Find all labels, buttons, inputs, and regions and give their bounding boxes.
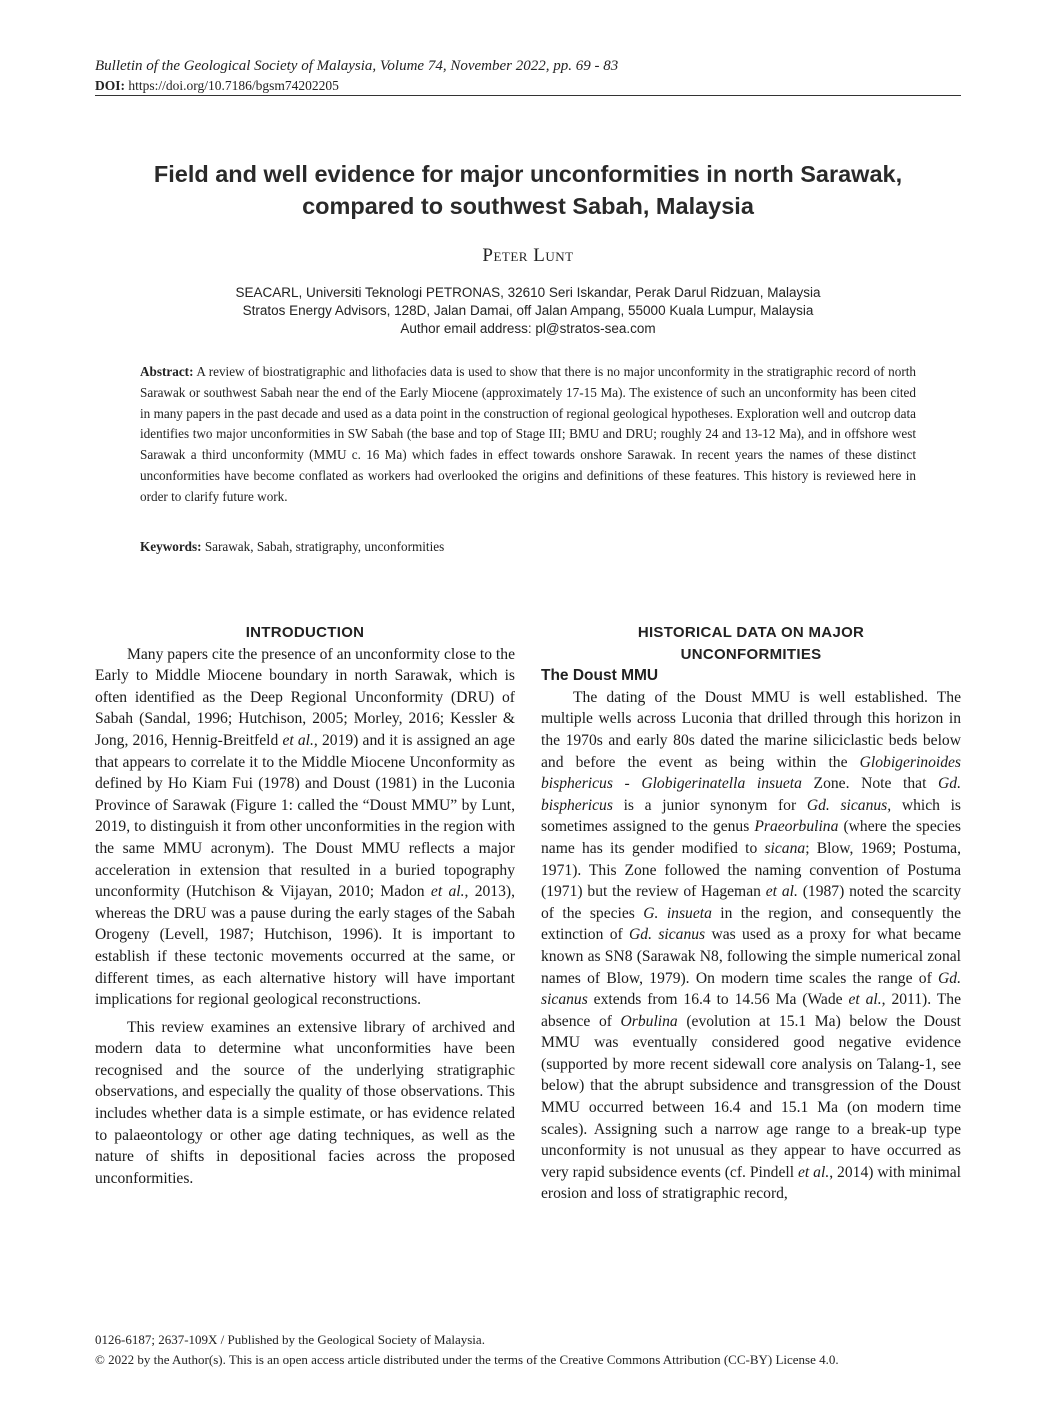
abstract (140, 362, 916, 508)
title-line-1: Field and well evidence for major unconformities in north Sarawak, (153, 161, 903, 187)
intro-paragraph-2: This review examines an extensive library of archived and modern data to determine what unconformities have been recognised and the source of the underlying stratigraphic observations, and especially the quality of those observations. This includes whether data is a simple estimate, or has evidence related to palaeontology or other age dating techniques, as well as the nature of shifts in depositional facies across the proposed unconformities. (95, 1018, 515, 1187)
keywords-label: Keywords: (140, 539, 202, 554)
right-column (541, 622, 961, 1205)
keywords (140, 538, 916, 556)
doi-link[interactable]: https://doi.org/10.7186/bgsm74202205 (128, 78, 339, 93)
section-heading-historical-data (541, 622, 961, 665)
author-name: Peter Lunt (482, 245, 574, 266)
author-email: Author email address: pl@stratos-sea.com (400, 321, 656, 336)
heading-line-2: UNCONFORMITIES (680, 645, 822, 663)
affiliations (95, 284, 961, 338)
subheading-doust-mmu: The Doust MMU (541, 667, 659, 685)
header-rule (95, 95, 961, 96)
license-line: © 2022 by the Author(s). This is an open access article distributed under the terms of the Creative Commons Attribution (CC-BY) License 4.0. (95, 1352, 839, 1367)
section-heading-introduction: INTRODUCTION (245, 624, 365, 641)
affiliation-2: Stratos Energy Advisors, 128D, Jalan Damai, off Jalan Ampang, 55000 Kuala Lumpur, Malaysia (242, 303, 814, 318)
doi-line (95, 77, 965, 95)
keywords-text: Sarawak, Sabah, stratigraphy, unconformities (201, 539, 445, 554)
intro-paragraph-1: Many papers cite the presence of an unconformity close to the Early to Middle Miocene boundary in north Sarawak, which is often identified as the Deep Regional Unconformity (DRU) of Sabah (Sandal, 1996; Hutchison, 2005; Morley, 2016; Kessler & Jong, 2016, Hennig-Breitfeld et al., 2019) and it is assigned an age that appears to correlate it to the Middle Miocene Unconformity as defined by Ho Kiam Fui (1978) and Doust (1981) in the Luconia Province of Sarawak (Figure 1: called the “Doust MMU” by Lunt, 2019, to distinguish it from other unconformities in the region with the same MMU acronym). The Doust MMU reflects a major acceleration in extension that resulted in a buried topography unconformity (Hutchison & Vijayan, 2010; Madon et al., 2013), whereas the DRU was a pause during the early stages of the Sabah Orogeny (Levell, 1987; Hutchison, 1996). It is important to establish if these tectonic movements occurred at the same, or different times, as each alternative history will have important implications for regional geological reconstructions. (95, 645, 515, 1009)
issn-line: 0126-6187; 2637-109X / Published by the Geological Society of Malaysia. (95, 1332, 485, 1347)
affiliation-1: SEACARL, Universiti Teknologi PETRONAS, 32610 Seri Iskandar, Perak Darul Ridzuan, Malaysia (235, 285, 821, 300)
doi-label: DOI: (95, 78, 125, 93)
title-line-2: compared to southwest Sabah, Malaysia (302, 193, 754, 219)
journal-citation: Bulletin of the Geological Society of Malaysia, Volume 74, November 2022, pp. 69 - 83 (95, 58, 619, 74)
page-footer (95, 1330, 965, 1370)
heading-line-1: HISTORICAL DATA ON MAJOR (637, 624, 865, 641)
doust-mmu-paragraph: The dating of the Doust MMU is well established. The multiple wells across Luconia that drilled through this horizon in the 1970s and early 80s dated the marine siliciclastic beds below and before the event as being within the Globigerinoides bisphericus - Globigerinatella insueta Zone. Note that Gd. bisphericus is a junior synonym for Gd. sicanus, which is sometimes assigned to the genus Praeorbulina (where the species name has its gender modified to sicana; Blow, 1969; Postuma, 1971). This Zone followed the naming convention of Postuma (1971) but the review of Hageman et al. (1987) noted the scarcity of the species G. insueta in the region, and consequently the extinction of Gd. sicanus was used as a proxy for what became known as SN8 (Sarawak N8, following the simple numerical zonal names of Blow, 1979). On modern time scales the range of Gd. sicanus extends from 16.4 to 14.56 Ma (Wade et al., 2011). The absence of Orbulina (evolution at 15.1 Ma) below the Doust MMU was eventually considered good negative evidence (supported by more recent sidewall core analysis on Talang-1, see below) that the abrupt subsidence and transgression of the Doust MMU occurred between 16.4 and 15.1 Ma (on modern time scales). Assigning such a narrow age range to a break-up type unconformity is not unusual as they appear to have occurred as very rapid subsidence events (cf. Pindell et al., 2014) with minimal erosion and loss of stratigraphic record, (541, 688, 962, 1203)
abstract-label: Abstract: (140, 364, 194, 379)
article-title (95, 158, 961, 222)
abstract-text: A review of biostratigraphic and lithofacies data is used to show that there is no major unconformity in the stratigraphic record of north Sarawak or southwest Sabah near the end of the Early Miocene (approximately 17-15 Ma). The existence of such an unconformity has been cited in many papers in the past decade and used as a data point in the construction of regional geological hypotheses. Exploration well and outcrop data identifies two major unconformities in SW Sabah (the base and top of Stage III; BMU and DRU; roughly 24 and 13-12 Ma), and in offshore west Sarawak a third unconformity (MMU c. 16 Ma) which fades in effect towards onshore Sarawak. In recent years the names of these distinct unconformities have become conflated as workers had overlooked the origins and definitions of these features. This history is reviewed here in order to clarify future work. (140, 364, 916, 504)
left-column (95, 622, 515, 1189)
